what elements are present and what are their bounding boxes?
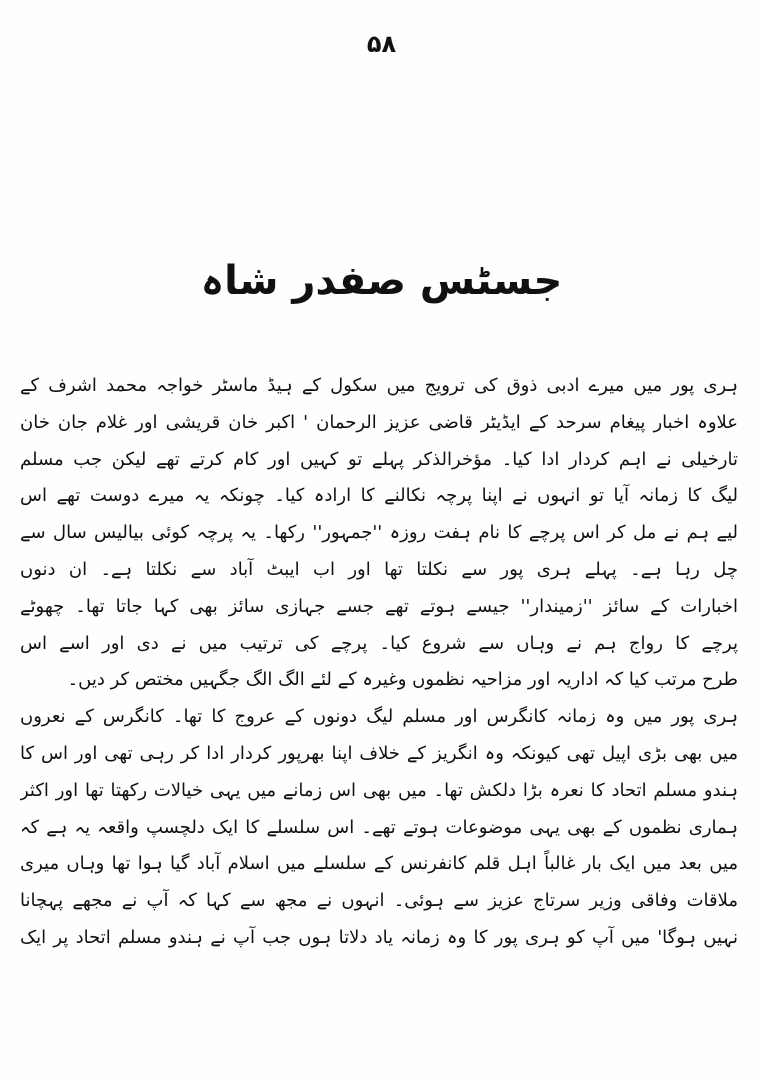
text-line: ہری پور میں وہ زمانہ کانگرس اور مسلم لیگ دونوں کے عروج کا تھا۔ کانگرس کے نعروں xyxy=(20,706,738,728)
text-line: طرح مرتب کیا کہ اداریہ اور مزاحیہ نظموں وغیرہ کے لئے الگ الگ جگہیں مختص کر دیں۔ xyxy=(67,669,738,691)
text-line: ہری پور میں میرے ادبی ذوق کی ترویج میں سکول کے ہیڈ ماسٹر خواجہ محمد اشرف کے xyxy=(20,375,738,396)
text-line: اخبارات کے سائز ''زمیندار'' جیسے ہوتے تھے جسے جہازی سائز بھی کہا جاتا تھا۔ چھوٹے xyxy=(20,595,738,617)
text-line: پرچے کا رواج ہم نے وہاں سے شروع کیا۔ پرچے کی ترتیب میں نے دی اور اسے اس xyxy=(20,632,738,654)
chapter-title: جسٹس صفدر شاہ xyxy=(200,258,563,304)
text-line: چل رہا ہے۔ پہلے ہری پور سے نکلتا تھا اور اب ایبٹ آباد سے نکلتا ہے۔ ان دنوں xyxy=(20,558,738,580)
text-line: تارخیلی نے اہم کردار ادا کیا۔ مؤخرالذکر پہلے تو کہیں اور کام کرتے تھے لیکن جب مسلم xyxy=(20,448,738,470)
text-line: علاوہ اخبار پیغام سرحد کے ایڈیٹر قاضی عزیز الرحمان ' اکبر خان قریشی اور غلام جان خان xyxy=(20,411,738,433)
text-line: نہیں ہوگا' میں آپ کو ہری پور کا وہ زمانہ یاد دلاتا ہوں جب آپ نے ہندو مسلم اتحاد پر ایک xyxy=(20,926,738,948)
text-line: میں بھی بڑی اپیل تھی کیونکہ وہ انگریز کے خلاف اپنا بھرپور کردار ادا کر رہی تھی اور اس کا xyxy=(20,742,738,764)
text-line: ملاقات وفاقی وزیر سرتاج عزیز سے ہوئی۔ انہوں نے مجھ سے کہا کہ آپ نے مجھے پہچانا xyxy=(20,890,738,912)
text-line: لیے ہم نے مل کر اس پرچے کا نام ہفت روزہ ''جمہور'' رکھا۔ یہ پرچہ کوئی بیالیس سال سے xyxy=(20,522,738,544)
page-number: ۵۸ xyxy=(366,30,397,58)
body-text xyxy=(20,368,738,957)
text-line: ہماری نظموں کے بھی یہی موضوعات ہوتے تھے۔ اس سلسلے کا ایک دلچسپ واقعہ یہ ہے کہ xyxy=(20,816,738,838)
text-line: میں بعد میں ایک بار غالباً اہل قلم کانفرنس کے سلسلے میں اسلام آباد گیا ہوا تھا وہاں میری xyxy=(20,853,738,875)
text-line: ہندو مسلم اتحاد کا نعرہ بڑا دلکش تھا۔ میں بھی اس زمانے میں یہی خیالات رکھتا تھا اور اکثر xyxy=(20,779,738,801)
text-line: لیگ کا زمانہ آیا تو انہوں نے اپنا پرچہ نکالنے کا ارادہ کیا۔ چونکہ یہ میرے دوست تھے اس xyxy=(20,485,738,507)
